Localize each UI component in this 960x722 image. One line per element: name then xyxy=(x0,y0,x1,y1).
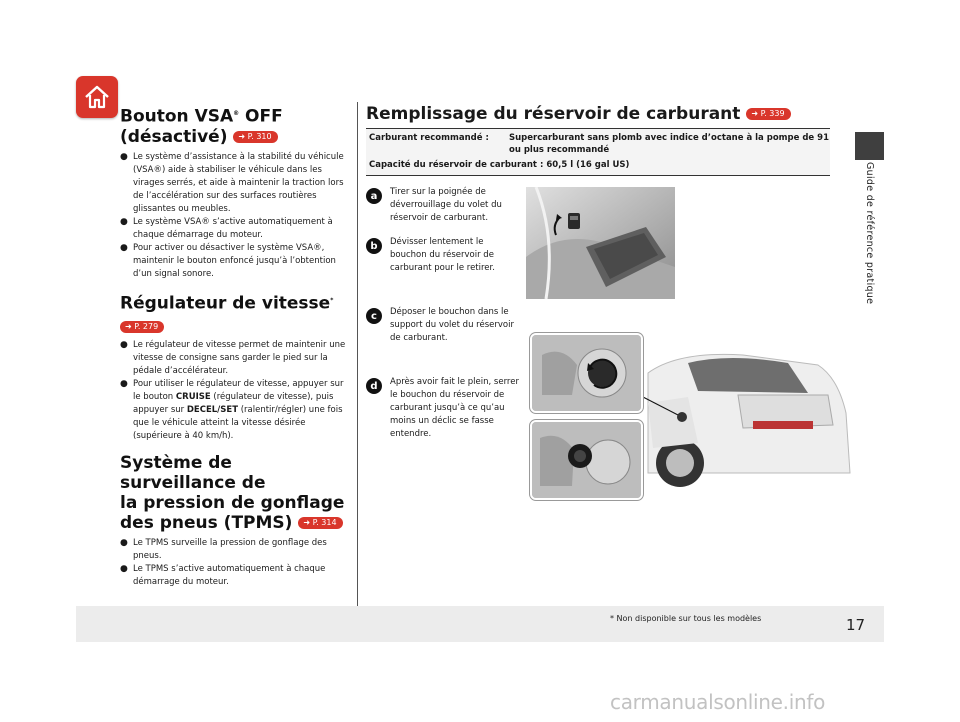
tpms-page-ref-link[interactable]: ➜ P. 314 xyxy=(298,517,342,529)
step-item xyxy=(366,376,522,441)
vsa-bullet: ● Le système d’assistance à la stabilité du véhicule (VSA®) aide à stabiliser le véhicule dans les virages serrés, et aide à maintenir la traction lors de l’accélération sur des surfaces routières glissantes ou meubles. xyxy=(120,151,352,216)
step-text: Déposer le bouchon dans le support du volet du réservoir de carburant. xyxy=(390,307,514,343)
cruise-bullet: ● Pour utiliser le régulateur de vitesse, appuyer sur le bouton CRUISE (régulateur de vitesse), puis appuyer sur DECEL/SET (ralentir/régler) une fois que le véhicule atteint la vitesse désirée (supérieure à 40 km/h). xyxy=(120,378,352,443)
fuel-spec-table xyxy=(366,128,830,176)
tpms-section xyxy=(120,453,352,589)
vsa-bullet: ● Pour activer ou désactiver le système VSA®, maintenir le bouton enfoncé jusqu’à l’obtention d’un signal sonore. xyxy=(120,242,352,281)
footnote: * Non disponible sur tous les modèles xyxy=(610,614,762,623)
home-icon xyxy=(82,82,112,112)
step-text: Tirer sur la poignée de déverrouillage du volet du réservoir de carburant. xyxy=(390,187,502,223)
tpms-title: Système de surveillance de la pression de gonflage des pneus (TPMS) ➜ P. 314 xyxy=(120,453,345,534)
step-number-icon: d xyxy=(366,378,382,394)
cruise-title: Régulateur de vitesse* xyxy=(120,293,334,314)
tpms-bullet: ● Le TPMS s’active automatiquement à chaque démarrage du moteur. xyxy=(120,563,352,589)
step-text: Après avoir fait le plein, serrer le bouchon du réservoir de carburant jusqu’à ce qu’au moins un déclic se fasse entendre. xyxy=(390,377,519,439)
step-number-icon: a xyxy=(366,188,382,204)
step-item xyxy=(366,186,522,225)
right-column xyxy=(366,104,836,176)
vsa-title: Bouton VSA® OFF (désactivé) ➜ P. 310 xyxy=(120,106,283,147)
fuel-recommended-value: Supercarburant sans plomb avec indice d’octane à la pompe de 91 ou plus recommandé xyxy=(509,133,829,155)
vsa-page-ref-link[interactable]: ➜ P. 310 xyxy=(233,131,277,143)
section-tab-marker[interactable] xyxy=(855,132,884,160)
cruise-bullet: ● Le régulateur de vitesse permet de maintenir une vitesse de consigne sans garder le pied sur la pédale d’accélérateur. xyxy=(120,339,352,378)
step-number-icon: c xyxy=(366,308,382,324)
fuel-recommended-label: Carburant recommandé : xyxy=(369,133,489,143)
fuel-section-title: Remplissage du réservoir de carburant ➜ P. 339 xyxy=(366,104,836,124)
left-column xyxy=(120,104,352,589)
section-tab-label: Guide de référence pratique xyxy=(864,162,875,305)
vsa-bullet: ● Le système VSA® s’active automatiquement à chaque démarrage du moteur. xyxy=(120,216,352,242)
cruise-section xyxy=(120,291,352,444)
fuel-page-ref-link[interactable]: ➜ P. 339 xyxy=(746,108,790,120)
page-number: 17 xyxy=(846,616,866,634)
step-item xyxy=(366,236,522,275)
step-text: Dévisser lentement le bouchon du réservoir de carburant pour le retirer. xyxy=(390,237,495,273)
step-number-icon: b xyxy=(366,238,382,254)
fuel-cap-holder-photo xyxy=(530,420,643,500)
footer-bar xyxy=(76,606,884,642)
vsa-section xyxy=(120,104,352,281)
fuel-capacity: Capacité du réservoir de carburant : 60,5 l (16 gal US) xyxy=(369,160,630,170)
column-divider xyxy=(357,102,358,608)
cruise-page-ref-link[interactable]: ➜ P. 279 xyxy=(120,321,164,333)
fuel-cap-open-photo xyxy=(530,333,643,413)
watermark-text: carmanualsonline.info xyxy=(610,690,826,714)
home-button[interactable] xyxy=(76,76,118,118)
fuel-release-photo xyxy=(526,187,675,299)
tpms-bullet: ● Le TPMS surveille la pression de gonflage des pneus. xyxy=(120,537,352,563)
step-item xyxy=(366,306,522,345)
